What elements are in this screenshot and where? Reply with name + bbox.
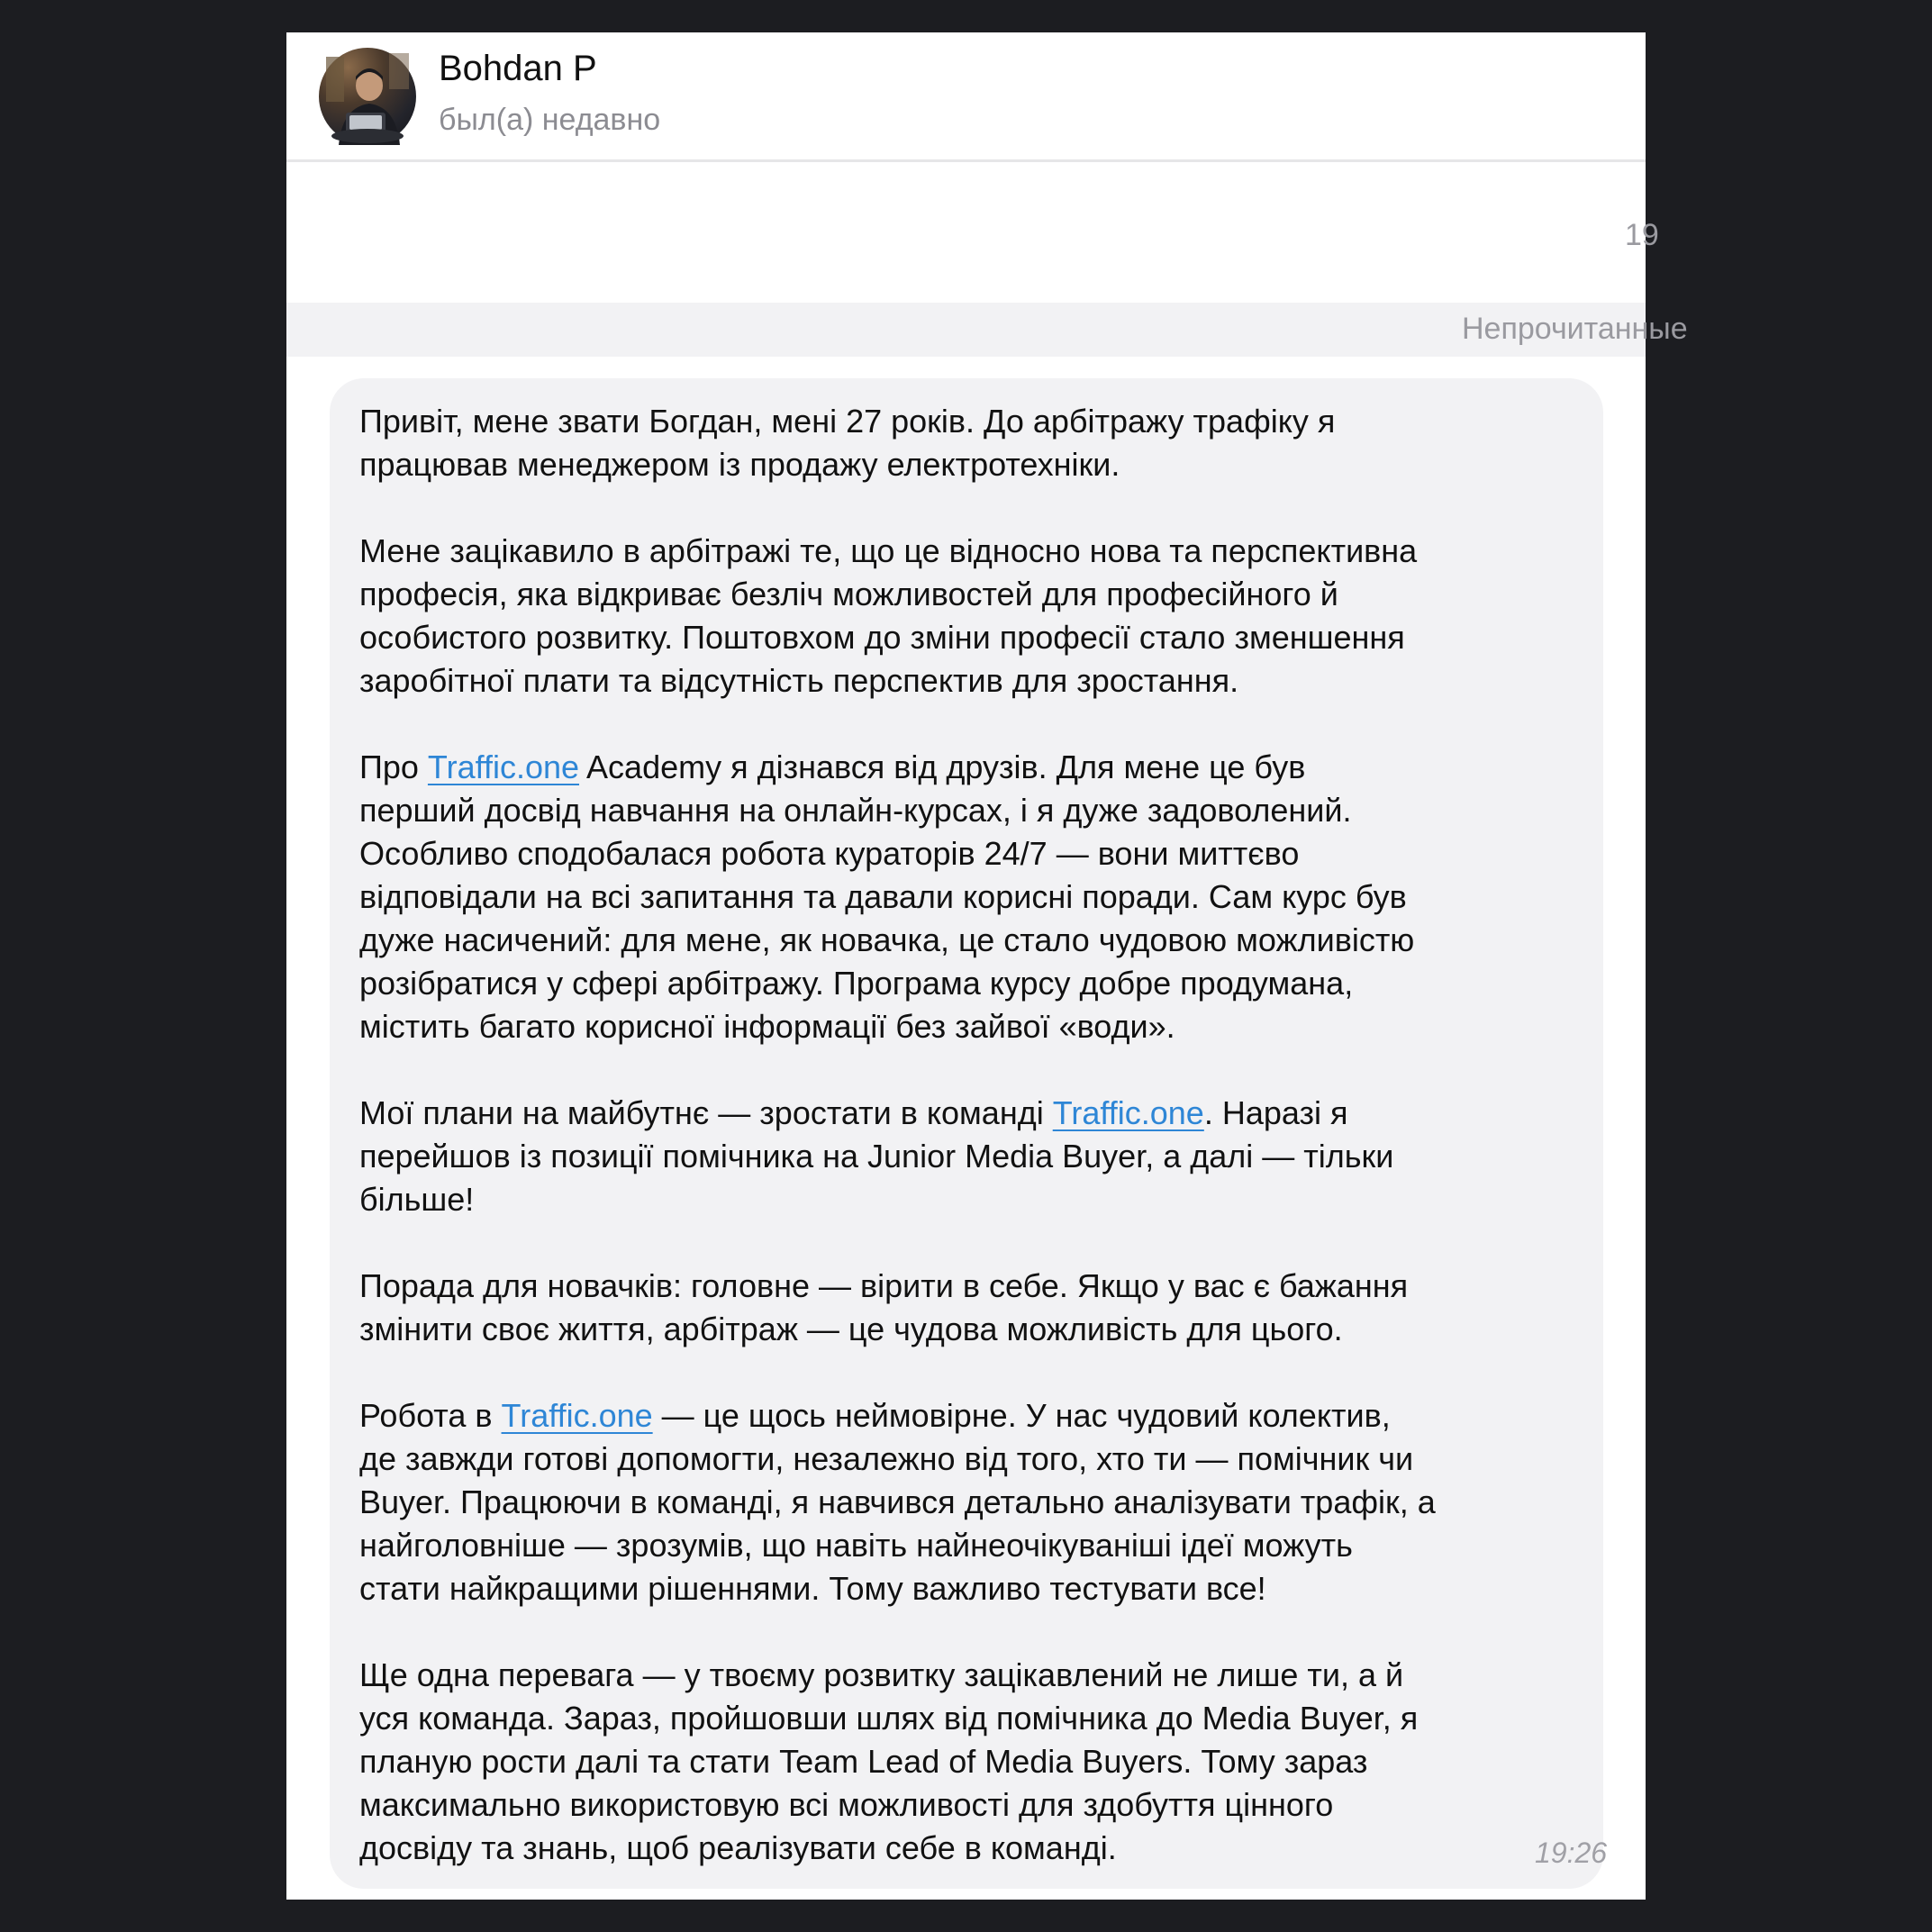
traffic-one-link[interactable]: Traffic.one [1052,1094,1204,1131]
text-line: де завжди готові допомогти, незалежно від того, хто ти — помічник чи [359,1440,1414,1477]
text-line: Привіт, мене звати Богдан, мені 27 років. До арбітражу трафіку я [359,403,1336,440]
chat-window [286,32,1688,1900]
text-line: Порада для новачків: головне — вірити в себе. Якщо у вас є бажання [359,1267,1409,1304]
text-line: містить багато корисної інформації без зайвої «води». [359,1008,1175,1045]
text-line: розібратися у сфері арбітражу. Програма курсу добре продумана, [359,965,1354,1002]
text-line [359,1394,1584,1438]
text-line: професія, яка відкриває безліч можливостей для професійного й [359,576,1338,612]
text-line [359,1092,1584,1135]
text-fragment: . Наразі я [1203,1094,1348,1131]
text-line: працював менеджером із продажу електротехніки. [359,446,1120,483]
text-fragment: Academy я дізнався від друзів. Для мене це був [579,748,1306,785]
avatar-photo [319,48,416,145]
text-fragment: Про [359,748,428,785]
text-line: заробітної плати та відсутність перспектив для зростання. [359,662,1239,699]
text-line: Особливо сподобалася робота кураторів 24/7 — вони миттєво [359,835,1300,872]
message-paragraph [359,746,1584,1048]
text-line: стати найкращими рішеннями. Тому важливо тестувати все! [359,1570,1266,1607]
text-line: Мене зацікавило в арбітражі те, що це відносно нова та перспективна [359,532,1418,569]
traffic-one-link[interactable]: Traffic.one [427,748,580,785]
text-line: планую рости далі та стати Team Lead of Media Buyers. Тому зараз [359,1743,1368,1780]
message-paragraph [359,1092,1584,1221]
text-line: найголовніше — зрозумів, що навіть найнеочікуваніші ідеї можуть [359,1527,1353,1564]
message-paragraph [359,1654,1584,1870]
incoming-message-bubble[interactable] [330,378,1608,1889]
message-paragraph [359,530,1584,703]
text-line: відповідали на всі запитання та давали корисні поради. Сам курс був [359,878,1407,915]
last-seen-status: был(а) недавно [439,103,661,137]
message-paragraph [359,1265,1584,1351]
text-line: уся команда. Зараз, пройшовши шлях від помічника до Media Buyer, я [359,1700,1419,1737]
text-line: Ще одна перевага — у твоєму розвитку зацікавлений не лише ти, а й [359,1656,1404,1693]
unread-divider-label: Непрочитанные [1462,312,1688,346]
text-line: максимально використовую всі можливості для здобуття цінного [359,1786,1334,1823]
text-line: перший досвід навчання на онлайн-курсах, і я дуже задоволений. [359,792,1352,829]
text-line: Buyer. Працюючи в команді, я навчився детально аналізувати трафік, а [359,1483,1436,1520]
text-line: особистого розвитку. Поштовхом до зміни професії стало зменшення [359,619,1405,656]
text-line: змінити своє життя, арбітраж — це чудова можливість для цього. [359,1311,1343,1347]
message-timestamp: 19:26 [1535,1837,1608,1869]
text-fragment: Мої плани на майбутнє — зростати в команді [359,1094,1053,1131]
contact-name[interactable]: Bohdan P [439,49,597,88]
message-paragraph [359,400,1584,486]
unread-divider [286,303,1688,357]
message-paragraph [359,1394,1584,1610]
text-line: перейшов із позиції помічника на Junior Media Buyer, а далі — тільки [359,1138,1394,1175]
text-line: більше! [359,1181,475,1218]
chat-header[interactable] [286,32,1646,162]
avatar[interactable] [319,48,416,145]
text-fragment: Робота в [359,1397,502,1434]
traffic-one-link[interactable]: Traffic.one [501,1397,653,1434]
text-line: дуже насичений: для мене, як новачка, це стало чудовою можливістю [359,921,1415,958]
message-list[interactable] [286,162,1688,1900]
text-fragment: — це щось неймовірне. У нас чудовий колектив, [652,1397,1391,1434]
text-line: досвіду та знань, щоб реалізувати себе в команді. [359,1829,1117,1866]
text-line [359,746,1584,789]
previous-message-time: 19 [1625,218,1659,252]
message-text[interactable] [359,400,1584,1870]
